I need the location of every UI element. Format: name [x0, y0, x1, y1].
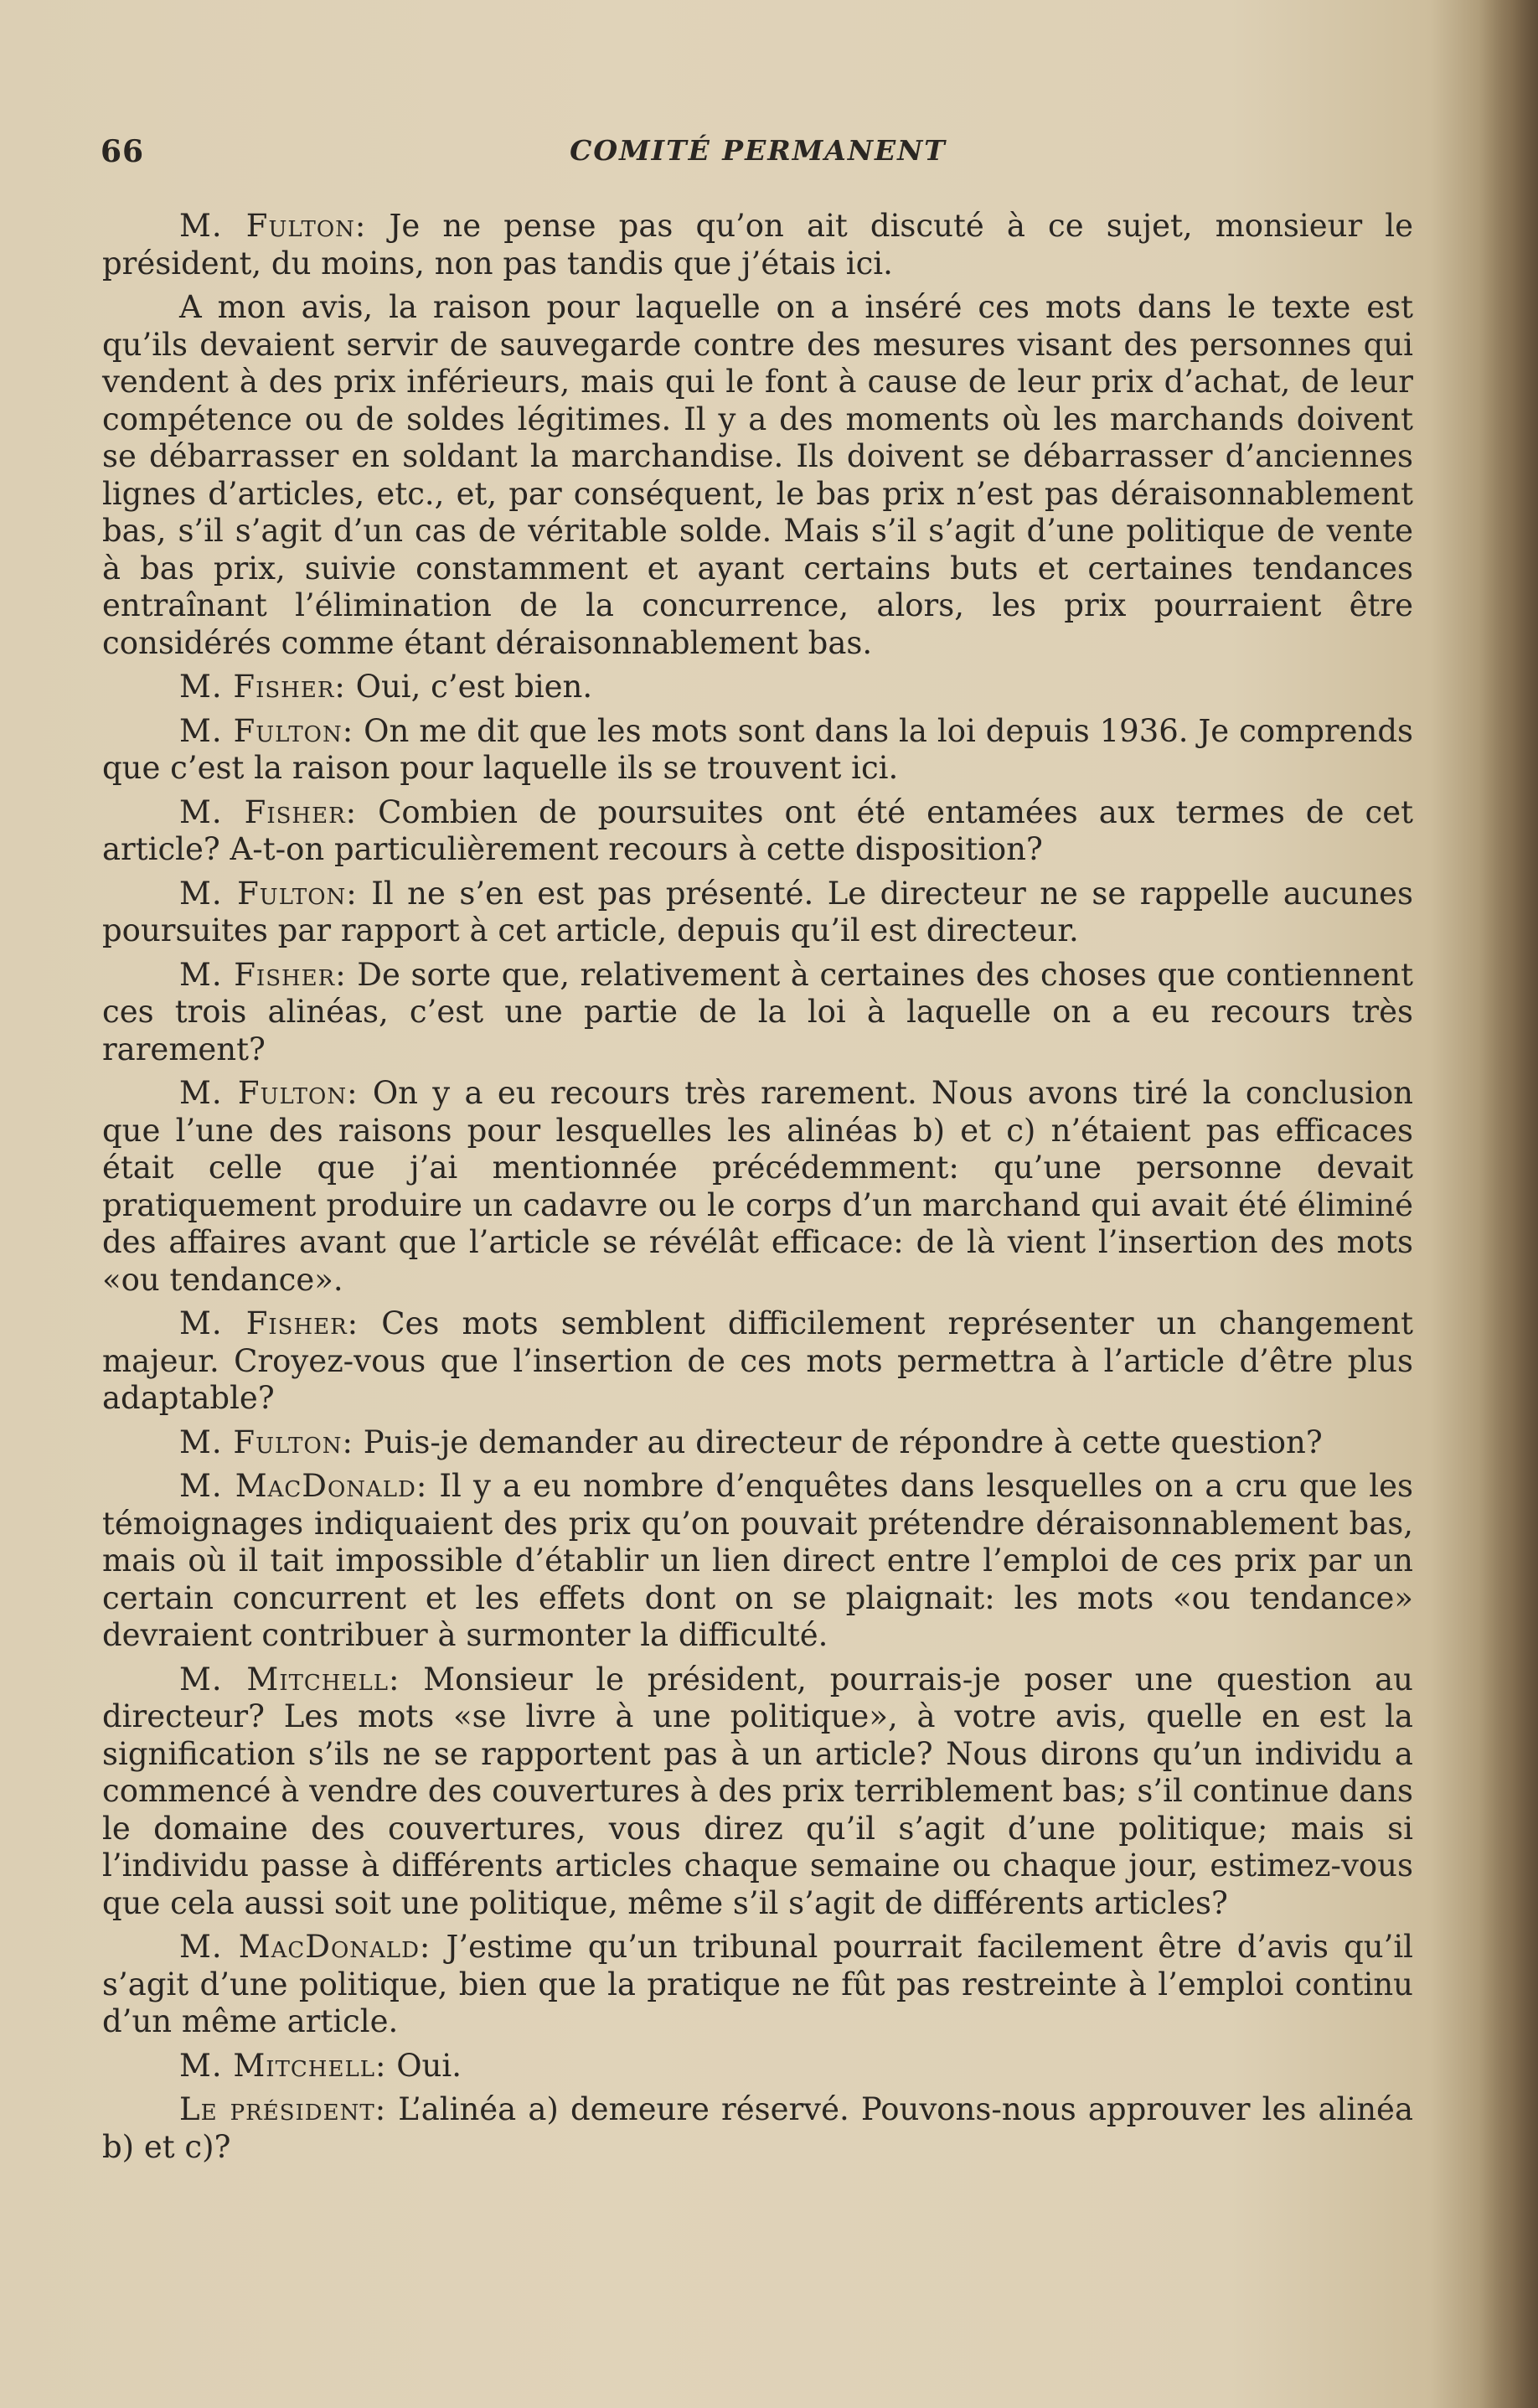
speaker-name: M. Mitchell:	[179, 2047, 387, 2084]
paragraph-text: J’estime qu’un tribunal pourrait facilement être d’avis qu’il s’agit d’une politique, bien que la pratique ne fût pas restreinte à l’emploi continu d’un même article.	[102, 1929, 1414, 2039]
paragraph-text: Monsieur le président, pourrais-je poser une question au directeur? Les mots «se livre à une politique», à votre avis, quelle en est la signification s’ils ne se rapportent pas à un article? Nous dirons qu’un individu a commencé à vendre des couvertures à des prix terriblement bas; s’il continue dans le domaine des couvertures, vous direz qu’il s’agit d’une politique; mais si l’individu passe à différents articles chaque semaine ou chaque jour, estimez-vous que cela aussi soit une politique, même s’il s’agit de différents articles?	[102, 1661, 1413, 1921]
page-header	[101, 134, 1416, 176]
paragraph-text: Combien de poursuites ont été entamées aux termes de cet article? A-t-on particulièrement recours à cette disposition?	[102, 793, 1413, 867]
speaker-name: M. Fulton:	[179, 1424, 354, 1460]
paragraph	[102, 1929, 1413, 2041]
paragraph	[102, 957, 1413, 1069]
paragraph-text: De sorte que, relativement à certaines des choses que contiennent ces trois alinéas, c’est une partie de la loi à laquelle on a eu recours très rarement?	[102, 956, 1414, 1067]
paragraph-text: L’alinéa a) demeure réservé. Pouvons-nous approuver les alinéa b) et c)?	[102, 2091, 1414, 2165]
paragraph-text: Il y a eu nombre d’enquêtes dans lesquelles on a cru que les témoignages indiquaient des prix qu’on pouvait prétendre déraisonnablement bas, mais où il tait impossible d’établir un lien direct entre l’emploi de ces prix par un certain concurrent et les effets dont on se plaignait: les mots «ou tendance» devraient contribuer à surmonter la difficulté.	[102, 1468, 1413, 1653]
paragraph-text: Il ne s’en est pas présenté. Le directeur ne se rappelle aucunes poursuites par rapport à cet article, depuis qu’il est directeur.	[102, 875, 1413, 948]
paragraph-text: Ces mots semblent difficilement représenter un changement majeur. Croyez-vous que l’insertion de ces mots permettra à l’article d’être plus adaptable?	[102, 1305, 1413, 1416]
speaker-name: M. MacDonald:	[179, 1929, 431, 1965]
speaker-name: M. Fisher:	[179, 793, 358, 830]
paragraph-text: A mon avis, la raison pour laquelle on a inséré ces mots dans le texte est qu’ils devaient servir de sauvegarde contre des mesures visant des personnes qui vendent à des prix inférieurs, mais qui le font à cause de leur prix d’achat, de leur compétence ou de soldes légitimes. Il y a des moments où les marchands doivent se débarrasser en soldant la marchandise. Ils doivent se débarrasser d’anciennes lignes d’articles, etc., et, par conséquent, le bas prix n’est pas déraisonnablement bas, s’il s’agit d’un cas de véritable solde. Mais s’il s’agit d’une politique de vente à bas prix, suivie constamment et ayant certains buts et certaines tendances entraînant l’élimination de la concurrence, alors, les prix pourraient être considérés comme étant déraisonnablement bas.	[102, 289, 1413, 661]
speaker-name: M. Fisher:	[179, 1305, 359, 1341]
speaker-name: Le président:	[179, 2091, 387, 2127]
speaker-name: M. Fulton:	[179, 875, 358, 912]
paragraph	[102, 1305, 1413, 1418]
paragraph-text: Puis-je demander au directeur de répondre à cette question?	[354, 1424, 1323, 1460]
paragraph	[102, 794, 1413, 869]
paragraph-text: Je ne pense pas qu’on ait discuté à ce sujet, monsieur le président, du moins, non pas tandis que j’étais ici.	[102, 208, 1414, 282]
paragraph	[102, 208, 1413, 282]
paragraph	[102, 1424, 1413, 1462]
body-text	[102, 208, 1413, 2173]
paragraph	[102, 713, 1413, 788]
paragraph	[102, 2048, 1413, 2085]
running-head: COMITÉ PERMANENT	[570, 134, 947, 167]
paragraph	[102, 1661, 1413, 1923]
paragraph	[102, 289, 1413, 662]
paragraph-text: Oui, c’est bien.	[345, 669, 593, 705]
speaker-name: M. MacDonald:	[179, 1468, 428, 1504]
paragraph-text: Oui.	[386, 2047, 462, 2084]
speaker-name: M. Fulton:	[179, 712, 354, 749]
paragraph-text: On me dit que les mots sont dans la loi depuis 1936. Je comprends que c’est la raison pour laquelle ils se trouvent ici.	[102, 712, 1414, 786]
paragraph	[102, 1468, 1413, 1655]
paragraph	[102, 2091, 1413, 2166]
speaker-name: M. Fisher:	[179, 956, 347, 993]
speaker-name: M. Mitchell:	[179, 1661, 400, 1697]
page-number: 66	[101, 134, 145, 169]
paragraph	[102, 876, 1413, 950]
book-spine-shadow	[1479, 0, 1538, 2408]
speaker-name: M. Fisher:	[179, 669, 346, 705]
paragraph-text: On y a eu recours très rarement. Nous avons tiré la conclusion que l’une des raisons pour lesquelles les alinéas b) et c) n’étaient pas efficaces était celle que j’ai mentionnée précédemment: qu’une personne devait pratiquement produire un cadavre ou le corps d’un marchand qui avait été éliminé des affaires avant que l’article se révélât efficace: de là vient l’insertion des mots «ou tendance».	[102, 1075, 1414, 1298]
speaker-name: M. Fulton:	[179, 208, 367, 244]
paragraph	[102, 1075, 1413, 1299]
paragraph	[102, 669, 1413, 706]
speaker-name: M. Fulton:	[179, 1075, 359, 1111]
